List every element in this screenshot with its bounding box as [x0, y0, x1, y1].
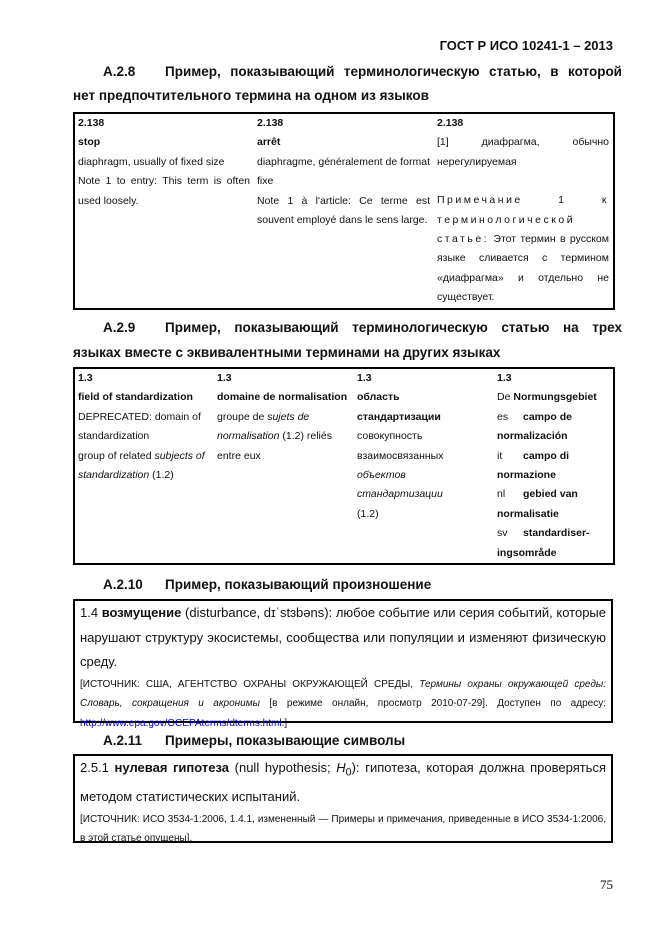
- cell-en: 1.3 field of standardization DEPRECATED: domain of standardization group of related subjects of standardization (1.2): [78, 372, 205, 482]
- section-heading-a29: A.2.9 Пример, показывающий терминологическую статью на трех: [103, 320, 622, 335]
- source-link[interactable]: http://www.epa.gov/OCEPAterms/dterms.html: [80, 717, 282, 729]
- cell-ru: 1.3 область стандартизации совокупность взаимосвязанных объектов стандартизации (1.2): [357, 372, 444, 520]
- entry-box-symbols: 2.5.1 нулевая гипотеза (null hypothesis; $H_0$): гипотеза, которая должна проверяться методом статистических испытаний. [ИСТОЧНИК: ИСО 3534-1:2006, 1.4.1, измененный — Примеры и примечания, приведенные в ИСО 3534-1:2006, в этой статье опущены].: [73, 754, 613, 843]
- section-heading-a28: A.2.8 Пример, показывающий терминологическую статью, в которой: [103, 64, 622, 79]
- entry-table-a28: [73, 112, 615, 310]
- cell-other-languages: 1.3 De Normungsgebiet es campo de normalización it campo di normazione nl gebied van normalisatie sv standardiser-ingsområde: [497, 372, 597, 559]
- section-heading-a211: A.2.11 Примеры, показывающие символы: [103, 733, 406, 748]
- entry-box-pronunciation: 1.4 возмущение (disturbance, dɪˈstɜbəns): любое событие или серия событий, которые нарушают структуру экосистемы, сообщества или популяции и изменяют физическую среду. [ИСТОЧНИК: США, АГЕНТСТВО ОХРАНЫ ОКРУЖАЮЩЕЙ СРЕДЫ, Термины охраны окружающей среды: Словарь, сокращения и акронимы [в режиме онлайн, просмотр 2010-07-29]. Доступен по адресу: http://www.epa.gov/OCEPAterms/dterms.html.]: [73, 599, 613, 723]
- cell-fr: 2.138 arrêt diaphragme, généralement de format fixe Note 1 à l'article: Ce terme est souvent employé dans le sens large.: [257, 117, 430, 227]
- section-heading-a28-cont: нет предпочтительного термина на одном из языков: [73, 88, 429, 103]
- section-heading-a210: A.2.10 Пример, показывающий произношение: [103, 577, 432, 592]
- section-heading-a29-cont: языках вместе с эквивалентными терминами на других языках: [73, 345, 501, 360]
- page-number: 75: [600, 877, 613, 892]
- cell-ru: 2.138 [1] диафрагма, обычно нерегулируемая Примечание 1 к терминологической статье: Этот термин в русском языке сливается с термином «диафрагма» и отдельно не существует.: [437, 117, 609, 304]
- document-header: ГОСТ Р ИСО 10241-1 – 2013: [439, 38, 613, 53]
- entry-table-a29: [73, 367, 615, 565]
- cell-en: 2.138 stop diaphragm, usually of fixed size Note 1 to entry: This term is often used loosely.: [78, 117, 250, 207]
- cell-fr: 1.3 domaine de normalisation groupe de sujets de normalisation (1.2) reliés entre eux: [217, 372, 348, 462]
